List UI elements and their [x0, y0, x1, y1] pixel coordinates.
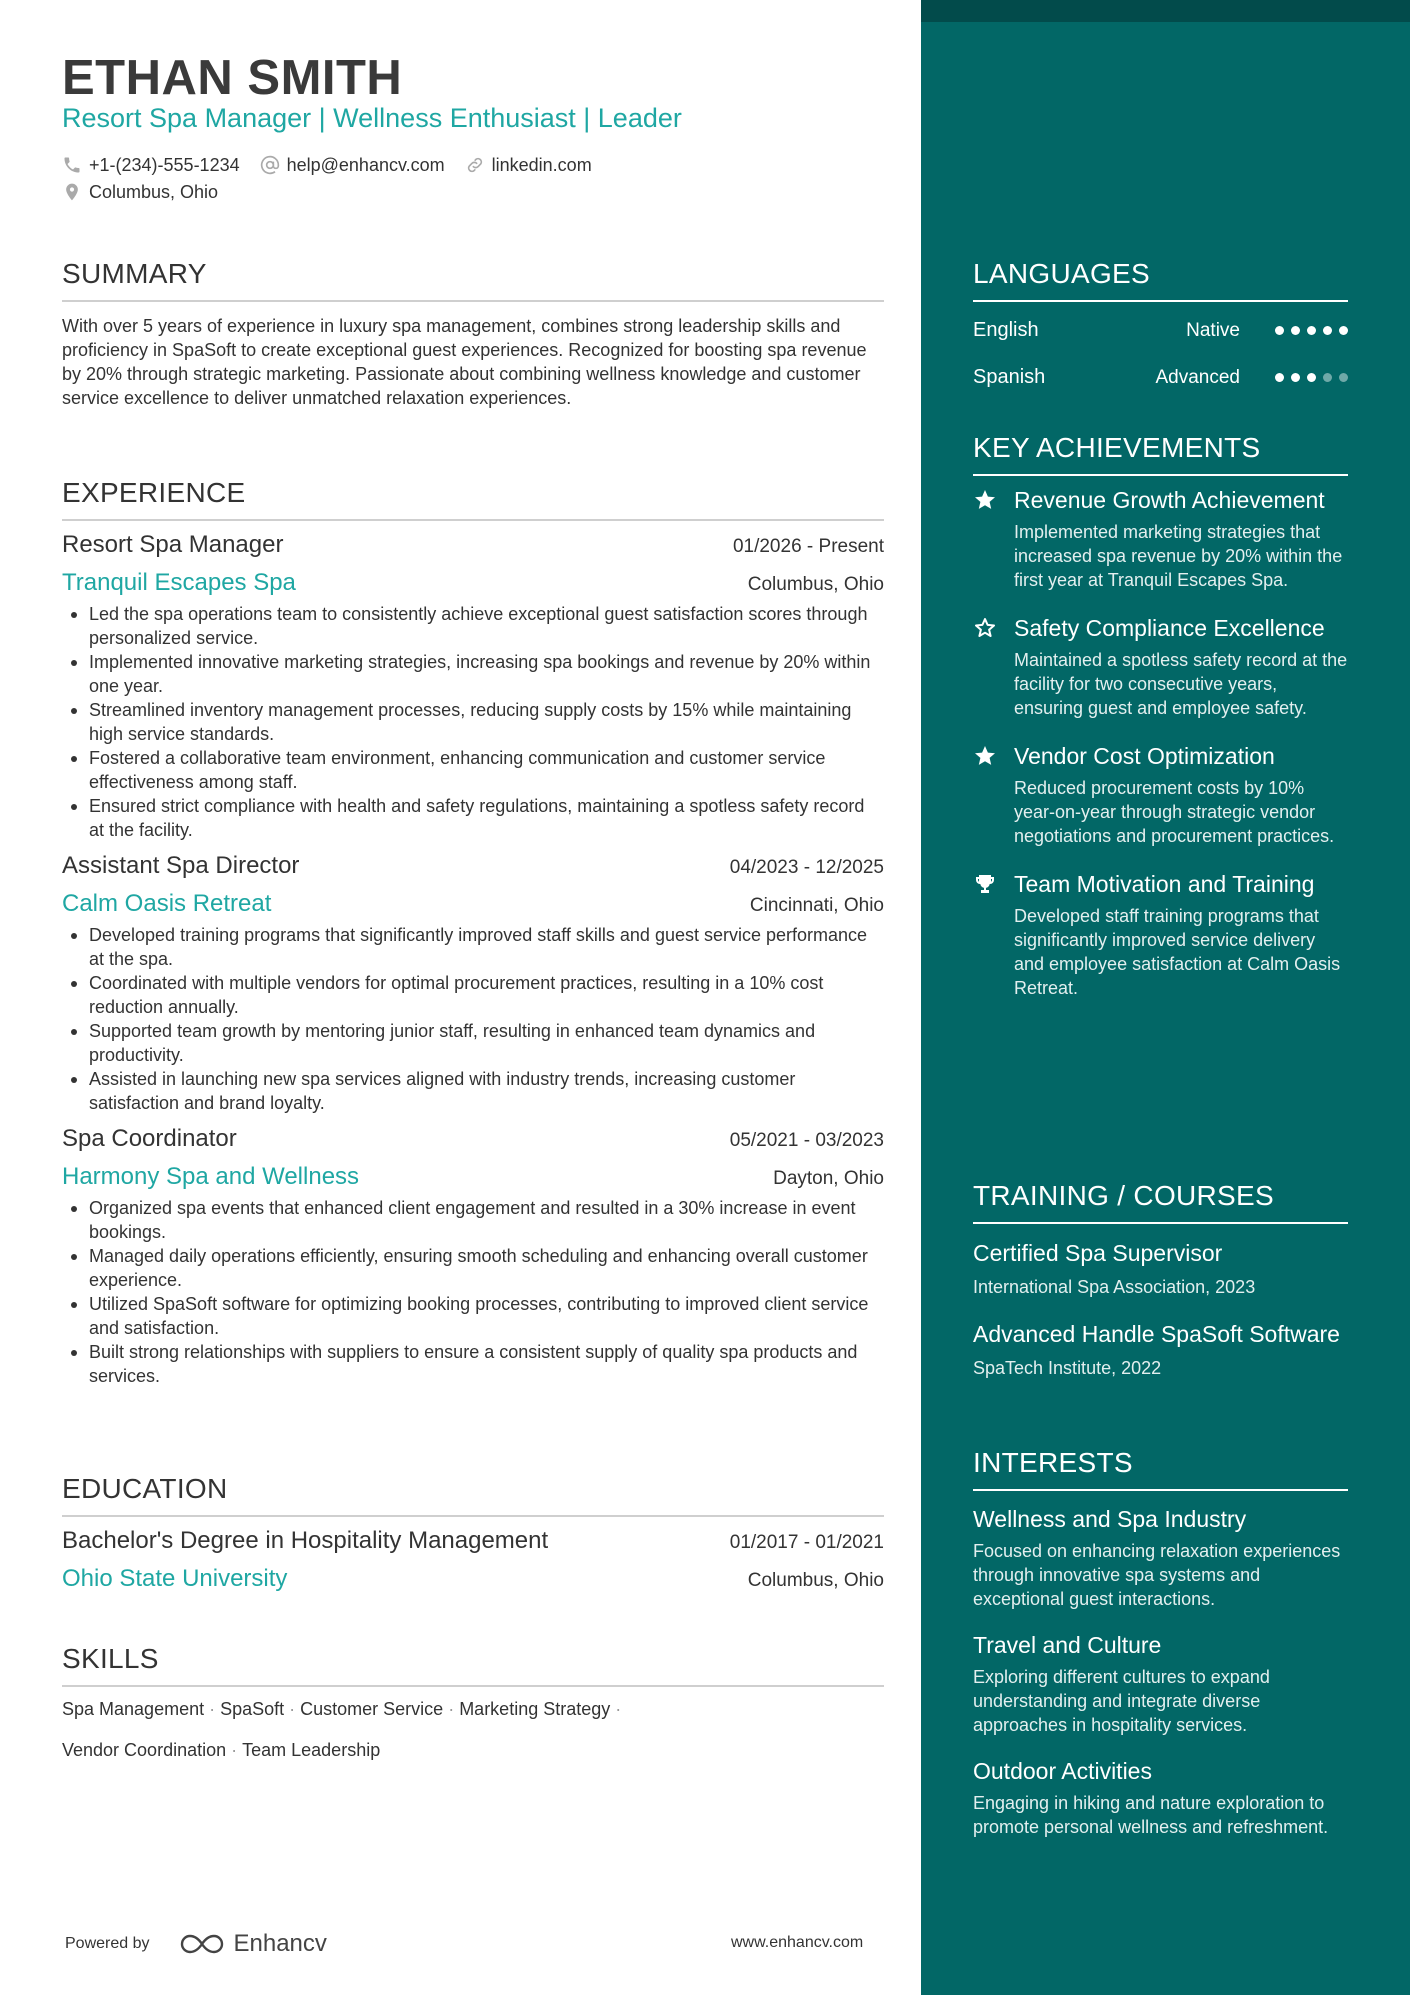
job-entry	[62, 531, 884, 842]
course-provider: SpaTech Institute, 2022	[973, 1358, 1162, 1378]
summary-title: SUMMARY	[62, 258, 884, 302]
achievement-title: Revenue Growth Achievement	[1014, 487, 1325, 513]
bullet-item: Assisted in launching new spa services aligned with industry trends, increasing customer satisfaction and brand loyalty.	[62, 1067, 884, 1115]
enhancv-logo[interactable]	[178, 1930, 327, 1958]
job-company: Calm Oasis Retreat	[62, 890, 272, 917]
course-item	[973, 1239, 1348, 1298]
experience-section	[62, 477, 884, 1388]
interest-title: Outdoor Activities	[973, 1758, 1152, 1784]
star-filled-icon	[973, 744, 997, 768]
achievement-item	[973, 870, 1348, 1000]
contact-phone[interactable]	[62, 155, 240, 176]
job-dates: 01/2026 - Present	[732, 536, 884, 557]
skill-item: Spa Management	[62, 1699, 205, 1719]
education-section	[62, 1473, 884, 1593]
job-entry	[62, 852, 884, 1115]
skill-item: SpaSoft	[220, 1699, 285, 1719]
footer-powered	[65, 1930, 327, 1958]
school-name: Ohio State University	[62, 1565, 288, 1592]
contact-email[interactable]	[260, 155, 445, 176]
star-outline-icon	[973, 616, 997, 640]
contact-info	[62, 152, 612, 206]
rating-dot-empty	[1323, 373, 1332, 382]
bullet-item: Managed daily operations efficiently, ensuring smooth scheduling and enhancing overall customer experience.	[62, 1244, 884, 1292]
interests-section	[973, 1447, 1348, 1839]
language-rating	[1268, 326, 1348, 335]
contact-location	[62, 182, 218, 203]
linkedin-text: linkedin.com	[491, 154, 592, 175]
job-title: Resort Spa Manager	[62, 531, 284, 558]
training-section	[973, 1180, 1348, 1379]
language-level: Advanced	[1155, 366, 1240, 388]
achievement-desc: Implemented marketing strategies that increased spa revenue by 20% within the first year at Tranquil Escapes Spa.	[1014, 522, 1343, 590]
star-filled-icon	[973, 488, 997, 512]
location-pin-icon	[62, 182, 82, 202]
sidebar	[921, 0, 1410, 1995]
languages-section	[973, 258, 1348, 401]
rating-dot-filled	[1307, 373, 1316, 382]
footer-website[interactable]: www.enhancv.com	[731, 1934, 864, 1951]
language-item	[973, 354, 1348, 401]
job-bullets	[62, 1196, 884, 1388]
rating-dot-filled	[1275, 326, 1284, 335]
achievement-item	[973, 614, 1348, 720]
skills-section	[62, 1643, 884, 1771]
training-title: TRAINING / COURSES	[973, 1180, 1348, 1224]
rating-dot-filled	[1339, 326, 1348, 335]
bullet-item: Fostered a collaborative team environment, enhancing communication and customer service effectiveness among staff.	[62, 746, 884, 794]
language-rating	[1268, 373, 1348, 382]
bullet-item: Coordinated with multiple vendors for optimal procurement practices, resulting in a 10% cost reduction annually.	[62, 971, 884, 1019]
sidebar-top-band	[921, 0, 1410, 22]
interest-title: Wellness and Spa Industry	[973, 1506, 1247, 1532]
job-company: Tranquil Escapes Spa	[62, 569, 296, 596]
link-icon	[465, 155, 485, 175]
trophy-icon	[973, 872, 997, 896]
achievement-desc: Maintained a spotless safety record at the facility for two consecutive years, ensuring guest and employee safety.	[1014, 650, 1348, 718]
education-title: EDUCATION	[62, 1473, 884, 1517]
contact-linkedin[interactable]	[465, 155, 592, 176]
achievement-title: Team Motivation and Training	[1014, 871, 1315, 897]
rating-dot-filled	[1275, 373, 1284, 382]
interest-item	[973, 1631, 1348, 1737]
location-text: Columbus, Ohio	[89, 181, 219, 202]
rating-dot-filled	[1307, 326, 1316, 335]
job-location: Cincinnati, Ohio	[749, 895, 884, 916]
interests-title: INTERESTS	[973, 1447, 1348, 1491]
achievements-title: KEY ACHIEVEMENTS	[973, 432, 1348, 476]
achievement-title: Vendor Cost Optimization	[1014, 743, 1275, 769]
job-location: Dayton, Ohio	[773, 1168, 884, 1189]
course-title: Advanced Handle SpaSoft Software	[973, 1321, 1340, 1347]
course-provider: International Spa Association, 2023	[973, 1277, 1256, 1297]
job-dates: 05/2021 - 03/2023	[729, 1130, 884, 1151]
job-company: Harmony Spa and Wellness	[62, 1163, 360, 1190]
degree-title: Bachelor's Degree in Hospitality Management	[62, 1527, 549, 1554]
interest-desc: Exploring different cultures to expand understanding and integrate diverse approaches in hospitality services.	[973, 1667, 1270, 1735]
language-level: Native	[1186, 319, 1240, 341]
job-bullets	[62, 602, 884, 842]
candidate-headline: Resort Spa Manager | Wellness Enthusiast | Leader	[62, 103, 682, 133]
bullet-item: Developed training programs that significantly improved staff skills and guest service performance at the spa.	[62, 923, 884, 971]
course-item	[973, 1320, 1348, 1379]
bullet-item: Built strong relationships with suppliers to ensure a consistent supply of quality spa products and services.	[62, 1340, 884, 1388]
skill-item: Customer Service	[300, 1699, 444, 1719]
summary-text: With over 5 years of experience in luxury spa management, combines strong leadership skills and proficiency in SpaSoft to create exceptional guest experiences. Recognized for boosting spa revenue by 20% through strategic marketing. Passionate about combining wellness knowledge and customer service excellence to deliver unmatched relaxation experiences.	[62, 316, 867, 408]
bullet-item: Streamlined inventory management processes, reducing supply costs by 15% while maintaining high service standards.	[62, 698, 884, 746]
language-item	[973, 307, 1348, 354]
interest-title: Travel and Culture	[973, 1632, 1162, 1658]
interest-item	[973, 1505, 1348, 1611]
bullet-item: Supported team growth by mentoring junior staff, resulting in enhanced team dynamics and productivity.	[62, 1019, 884, 1067]
job-title: Spa Coordinator	[62, 1125, 237, 1152]
candidate-name: ETHAN SMITH	[62, 51, 403, 105]
achievements-section	[973, 432, 1348, 1000]
skill-item: Marketing Strategy	[459, 1699, 611, 1719]
phone-icon	[62, 155, 82, 175]
enhancv-logo-icon	[178, 1932, 226, 1956]
bullet-item: Organized spa events that enhanced client engagement and resulted in a 30% increase in event bookings.	[62, 1196, 884, 1244]
job-title: Assistant Spa Director	[62, 852, 300, 879]
bullet-item: Ensured strict compliance with health and safety regulations, maintaining a spotless safety record at the facility.	[62, 794, 884, 842]
rating-dot-filled	[1291, 326, 1300, 335]
enhancv-brand-text: Enhancv	[233, 1930, 327, 1957]
experience-title: EXPERIENCE	[62, 477, 884, 521]
summary-section	[62, 258, 884, 410]
achievement-item	[973, 742, 1348, 848]
skill-item: Team Leadership	[242, 1740, 381, 1760]
job-location: Columbus, Ohio	[747, 574, 884, 595]
course-title: Certified Spa Supervisor	[973, 1240, 1223, 1266]
bullet-item: Utilized SpaSoft software for optimizing booking processes, contributing to improved client service and satisfaction.	[62, 1292, 884, 1340]
skills-list: Spa Management · SpaSoft · Customer Service · Marketing Strategy · Vendor Coordination · Team Leadership	[62, 1699, 622, 1760]
school-location: Columbus, Ohio	[747, 1570, 884, 1591]
job-dates: 04/2023 - 12/2025	[729, 857, 884, 878]
skill-item: Vendor Coordination	[62, 1740, 227, 1760]
languages-title: LANGUAGES	[973, 258, 1348, 302]
interest-desc: Focused on enhancing relaxation experiences through innovative spa systems and exceptional guest interactions.	[973, 1541, 1341, 1609]
rating-dot-filled	[1323, 326, 1332, 335]
bullet-item: Implemented innovative marketing strategies, increasing spa bookings and revenue by 20% within one year.	[62, 650, 884, 698]
education-dates: 01/2017 - 01/2021	[729, 1532, 884, 1553]
job-entry	[62, 1125, 884, 1388]
achievement-desc: Reduced procurement costs by 10% year-on-year through strategic vendor negotiations and procurement practices.	[1014, 778, 1335, 846]
language-name: Spanish	[973, 366, 1046, 388]
bullet-item: Led the spa operations team to consistently achieve exceptional guest satisfaction scores through personalized service.	[62, 602, 884, 650]
job-bullets	[62, 923, 884, 1115]
rating-dot-filled	[1291, 373, 1300, 382]
interest-item	[973, 1757, 1348, 1839]
interest-desc: Engaging in hiking and nature exploration to promote personal wellness and refreshment.	[973, 1793, 1329, 1837]
powered-by-label: Powered by	[65, 1935, 150, 1952]
at-icon	[260, 155, 280, 175]
email-text: help@enhancv.com	[286, 154, 445, 175]
achievement-desc: Developed staff training programs that significantly improved service delivery and employee satisfaction at Calm Oasis Retreat.	[1014, 906, 1341, 998]
phone-text: +1-(234)-555-1234	[89, 154, 240, 175]
achievement-item	[973, 486, 1348, 592]
achievement-title: Safety Compliance Excellence	[1014, 615, 1325, 641]
skills-title: SKILLS	[62, 1643, 884, 1687]
language-name: English	[973, 319, 1039, 341]
rating-dot-empty	[1339, 373, 1348, 382]
